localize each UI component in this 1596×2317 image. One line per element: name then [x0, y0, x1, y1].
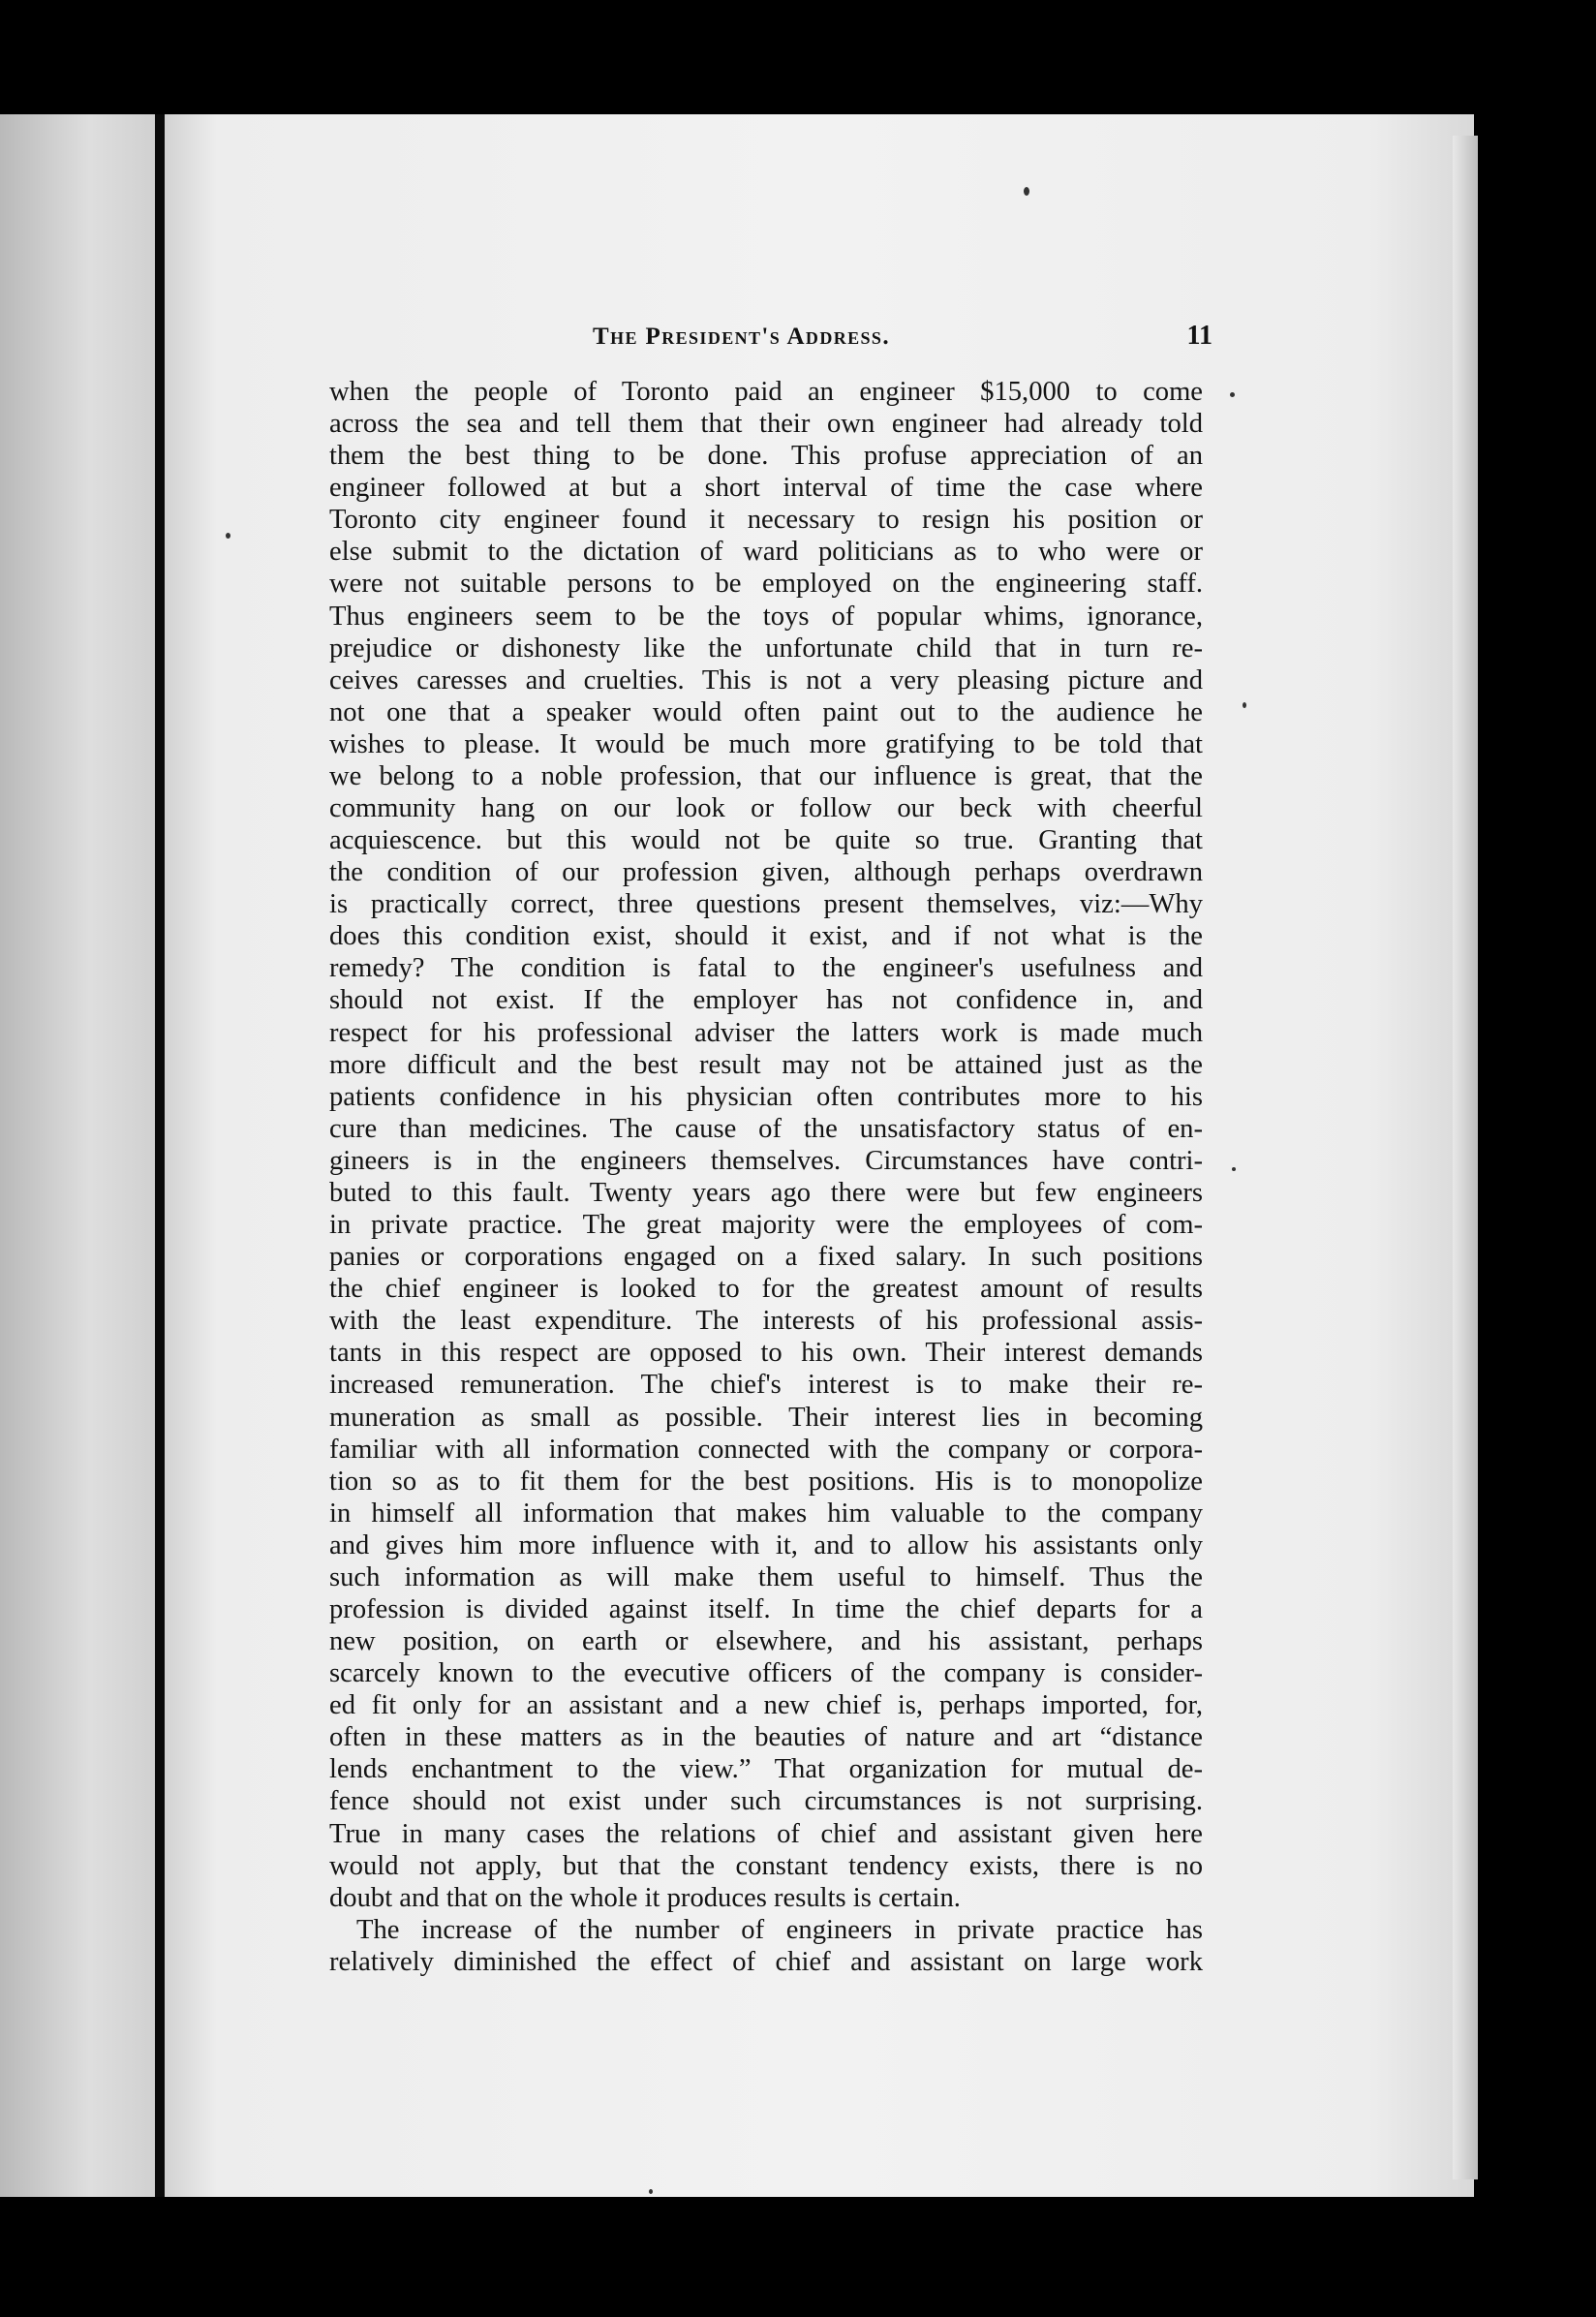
text-line: engineer followed at but a short interval of time the case where: [329, 473, 1203, 504]
text-line: prejudice or dishonesty like the unfortunate child that in turn re-: [329, 633, 1203, 664]
text-line: were not suitable persons to be employed on the engineering staff.: [329, 569, 1203, 600]
ink-speck: [1230, 392, 1235, 397]
text-line: with the least expenditure. The interests of his professional assis-: [329, 1306, 1203, 1337]
header-title: The President's Address.: [593, 324, 890, 350]
text-line: gineers is in the engineers themselves. Circumstances have contri-: [329, 1145, 1203, 1176]
text-line: ceives caresses and cruelties. This is not a very pleasing picture and: [329, 664, 1203, 695]
text-line: in private practice. The great majority were the employees of com-: [329, 1210, 1203, 1241]
text-line: in himself all information that makes him valuable to the company: [329, 1498, 1203, 1529]
text-line: should not exist. If the employer has not confidence in, and: [329, 985, 1203, 1016]
text-line: when the people of Toronto paid an engineer $15,000 to come: [329, 377, 1203, 407]
facing-page-edge: [0, 114, 163, 2197]
text-line: the condition of our profession given, although perhaps overdrawn: [329, 857, 1203, 888]
paragraph: [329, 376, 1203, 1914]
text-line: tants in this respect are opposed to his own. Their interest demands: [329, 1338, 1203, 1369]
page-right-edge: [1453, 136, 1478, 2179]
text-line: scarcely known to the evecutive officers of the company is consider-: [329, 1658, 1203, 1689]
text-line: True in many cases the relations of chief and assistant given here: [329, 1818, 1203, 1849]
paragraph: [329, 1914, 1203, 1978]
text-line: does this condition exist, should it exist, and if not what is the: [329, 921, 1203, 952]
text-line: more difficult and the best result may not be attained just as the: [329, 1049, 1203, 1080]
text-line: doubt and that on the whole it produces results is certain.: [329, 1882, 961, 1913]
text-line: remedy? The condition is fatal to the engineer's usefulness and: [329, 953, 1203, 984]
text-line: panies or corporations engaged on a fixed salary. In such positions: [329, 1242, 1203, 1273]
text-line: else submit to the dictation of ward politicians as to who were or: [329, 537, 1203, 568]
binding-gutter: [155, 114, 165, 2197]
text-line: relatively diminished the effect of chief and assistant on large work: [329, 1946, 1203, 1977]
ink-speck: [226, 533, 230, 539]
text-line: familiar with all information connected with the company or corpora-: [329, 1434, 1203, 1465]
text-line: often in these matters as in the beauties of nature and art “distance: [329, 1722, 1203, 1753]
body-text: [329, 376, 1203, 1978]
text-line: acquiescence. but this would not be quite so true. Granting that: [329, 825, 1203, 856]
text-line: Thus engineers seem to be the toys of popular whims, ignorance,: [329, 601, 1203, 632]
text-line: would not apply, but that the constant tendency exists, there is no: [329, 1850, 1203, 1881]
text-line: wishes to please. It would be much more gratifying to be told that: [329, 728, 1203, 759]
text-line: profession is divided against itself. In time the chief departs for a: [329, 1593, 1203, 1624]
text-line: we belong to a noble profession, that our influence is great, that the: [329, 760, 1203, 791]
text-line: patients confidence in his physician often contributes more to his: [329, 1081, 1203, 1112]
text-line: not one that a speaker would often paint out to the audience he: [329, 696, 1203, 727]
text-line: the chief engineer is looked to for the greatest amount of results: [329, 1274, 1203, 1305]
text-line: across the sea and tell them that their own engineer had already told: [329, 409, 1203, 440]
text-line: and gives him more influence with it, and to allow his assistants only: [329, 1529, 1203, 1560]
ink-speck: [1232, 1167, 1236, 1171]
page-number: 11: [1186, 321, 1212, 351]
text-line: tion so as to fit them for the best positions. His is to monopolize: [329, 1466, 1203, 1497]
text-line: new position, on earth or elsewhere, and his assistant, perhaps: [329, 1626, 1203, 1657]
ink-speck: [1243, 702, 1246, 708]
text-line: The increase of the number of engineers in private practice has: [356, 1914, 1203, 1945]
text-line: cure than medicines. The cause of the unsatisfactory status of en-: [329, 1113, 1203, 1144]
running-header: [329, 321, 1212, 362]
text-line: them the best thing to be done. This profuse appreciation of an: [329, 441, 1203, 472]
text-line: Toronto city engineer found it necessary to resign his position or: [329, 505, 1203, 536]
text-line: community hang on our look or follow our beck with cheerful: [329, 793, 1203, 824]
text-line: muneration as small as possible. Their interest lies in becoming: [329, 1402, 1203, 1433]
ink-speck: [1024, 187, 1029, 196]
ink-speck: [649, 2189, 653, 2194]
text-line: buted to this fault. Twenty years ago there were but few engineers: [329, 1177, 1203, 1208]
text-line: is practically correct, three questions present themselves, viz:—Why: [329, 889, 1203, 920]
text-line: fence should not exist under such circumstances is not surprising.: [329, 1786, 1203, 1817]
text-line: lends enchantment to the view.” That organization for mutual de-: [329, 1754, 1203, 1785]
text-line: ed fit only for an assistant and a new chief is, perhaps imported, for,: [329, 1690, 1203, 1721]
text-line: respect for his professional adviser the latters work is made much: [329, 1017, 1203, 1048]
text-line: increased remuneration. The chief's interest is to make their re-: [329, 1370, 1203, 1401]
text-line: such information as will make them useful to himself. Thus the: [329, 1561, 1203, 1592]
